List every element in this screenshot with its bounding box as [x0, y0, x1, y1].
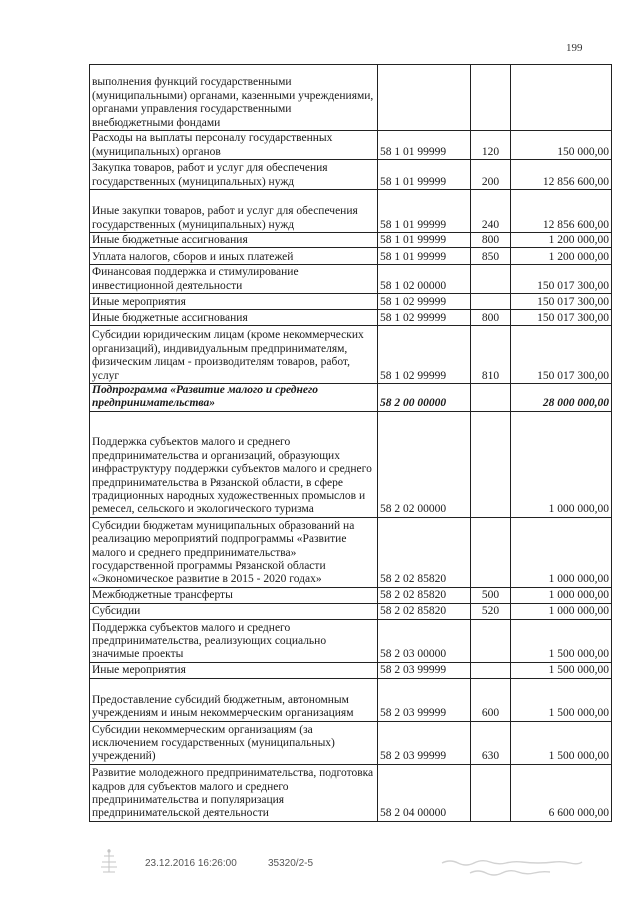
- table-row: [90, 764, 612, 821]
- table-row: [90, 233, 612, 248]
- row-expense-type-cell: [471, 265, 511, 294]
- table-row: [90, 411, 612, 517]
- footer-datetime: 23.12.2016 16:26:00: [145, 858, 237, 869]
- row-expense-type-cell: 630: [471, 721, 511, 764]
- row-code-cell: 58 2 03 99999: [378, 678, 471, 721]
- row-amount-cell: 150 017 300,00: [511, 310, 612, 326]
- row-code-cell: 58 2 03 99999: [378, 662, 471, 678]
- row-code-cell: 58 1 02 99999: [378, 310, 471, 326]
- row-code-cell: 58 1 02 99999: [378, 326, 471, 384]
- row-code-cell: 58 1 02 99999: [378, 294, 471, 310]
- row-name-cell: Иные мероприятия: [90, 294, 378, 310]
- row-expense-type-cell: 120: [471, 131, 511, 160]
- row-amount-cell: 150 017 300,00: [511, 326, 612, 384]
- row-amount-cell: 1 000 000,00: [511, 603, 612, 619]
- row-name-cell: Поддержка субъектов малого и среднего предпринимательства, реализующих социально значимые проекты: [90, 619, 378, 662]
- row-expense-type-cell: [471, 411, 511, 517]
- row-amount-cell: 6 600 000,00: [511, 764, 612, 821]
- row-amount-cell: 1 500 000,00: [511, 662, 612, 678]
- row-name-cell: Иные бюджетные ассигнования: [90, 310, 378, 326]
- table-row: [90, 248, 612, 265]
- row-expense-type-cell: 800: [471, 233, 511, 248]
- table-row: [90, 294, 612, 310]
- row-name-cell: Субсидии юридическим лицам (кроме некоммерческих организаций), индивидуальным предпринимателям, физическим лицам - производителям товаров, работ, услуг: [90, 326, 378, 384]
- table-row: [90, 721, 612, 764]
- row-expense-type-cell: [471, 764, 511, 821]
- footer-doc-id: 35320/2-5: [268, 858, 314, 869]
- stamp-icon: [94, 846, 124, 876]
- row-code-cell: 58 1 01 99999: [378, 190, 471, 233]
- row-expense-type-cell: [471, 517, 511, 587]
- row-amount-cell: 1 200 000,00: [511, 233, 612, 248]
- row-name-cell: Иные мероприятия: [90, 662, 378, 678]
- row-amount-cell: 1 500 000,00: [511, 678, 612, 721]
- row-code-cell: 58 2 00 00000: [378, 384, 471, 412]
- row-name-cell: Иные бюджетные ассигнования: [90, 233, 378, 248]
- row-amount-cell: 1 500 000,00: [511, 619, 612, 662]
- row-amount-cell: 150 000,00: [511, 131, 612, 160]
- row-amount-cell: 1 200 000,00: [511, 248, 612, 265]
- row-code-cell: 58 2 02 00000: [378, 411, 471, 517]
- row-code-cell: 58 2 04 00000: [378, 764, 471, 821]
- table-row: [90, 160, 612, 190]
- row-code-cell: 58 2 02 85820: [378, 587, 471, 603]
- row-expense-type-cell: 200: [471, 160, 511, 190]
- row-expense-type-cell: 850: [471, 248, 511, 265]
- row-name-cell: Субсидии: [90, 603, 378, 619]
- row-code-cell: 58 1 01 99999: [378, 131, 471, 160]
- table-row: [90, 190, 612, 233]
- row-expense-type-cell: 600: [471, 678, 511, 721]
- row-code-cell: 58 2 02 85820: [378, 517, 471, 587]
- row-expense-type-cell: 800: [471, 310, 511, 326]
- row-code-cell: 58 2 02 85820: [378, 603, 471, 619]
- row-code-cell: 58 1 02 00000: [378, 265, 471, 294]
- row-name-cell: Закупка товаров, работ и услуг для обеспечения государственных (муниципальных) нужд: [90, 160, 378, 190]
- row-amount-cell: 1 500 000,00: [511, 721, 612, 764]
- row-name-cell: Подпрограмма «Развитие малого и среднего предпринимательства»: [90, 384, 378, 412]
- row-name-cell: Уплата налогов, сборов и иных платежей: [90, 248, 378, 265]
- budget-table: [89, 64, 612, 822]
- row-code-cell: 58 2 03 00000: [378, 619, 471, 662]
- row-code-cell: 58 1 01 99999: [378, 248, 471, 265]
- signature-watermark: [440, 855, 585, 879]
- row-code-cell: 58 1 01 99999: [378, 233, 471, 248]
- row-name-cell: выполнения функций государственными (муниципальными) органами, казенными учреждениями, органами управления государственными внебюджетными фондами: [90, 65, 378, 131]
- row-amount-cell: 12 856 600,00: [511, 160, 612, 190]
- table-row: [90, 131, 612, 160]
- row-expense-type-cell: [471, 65, 511, 131]
- table-row: [90, 310, 612, 326]
- row-name-cell: Субсидии некоммерческим организациям (за исключением государственных (муниципальных) учреждений): [90, 721, 378, 764]
- row-amount-cell: 1 000 000,00: [511, 411, 612, 517]
- page-number: 199: [566, 42, 583, 54]
- row-amount-cell: 1 000 000,00: [511, 517, 612, 587]
- row-amount-cell: 150 017 300,00: [511, 294, 612, 310]
- row-name-cell: Поддержка субъектов малого и среднего предпринимательства и организаций, образующих инфраструктуру поддержки субъектов малого и среднего предпринимательства в Рязанской области, в сфере традиционных народных художественных промыслов и ремесел, сельского и экологического туризма: [90, 411, 378, 517]
- table-row: [90, 678, 612, 721]
- row-amount-cell: [511, 65, 612, 131]
- row-expense-type-cell: 520: [471, 603, 511, 619]
- row-name-cell: Предоставление субсидий бюджетным, автономным учреждениям и иным некоммерческим организациям: [90, 678, 378, 721]
- row-name-cell: Иные закупки товаров, работ и услуг для обеспечения государственных (муниципальных) нужд: [90, 190, 378, 233]
- row-expense-type-cell: [471, 384, 511, 412]
- table-row: [90, 384, 612, 412]
- table-row: [90, 517, 612, 587]
- table-row: [90, 662, 612, 678]
- row-expense-type-cell: [471, 619, 511, 662]
- row-code-cell: 58 2 03 99999: [378, 721, 471, 764]
- table-row: [90, 65, 612, 131]
- table-row: [90, 603, 612, 619]
- budget-table-body: [90, 65, 612, 822]
- row-name-cell: Межбюджетные трансферты: [90, 587, 378, 603]
- row-expense-type-cell: [471, 294, 511, 310]
- row-amount-cell: 28 000 000,00: [511, 384, 612, 412]
- row-expense-type-cell: [471, 662, 511, 678]
- row-amount-cell: 1 000 000,00: [511, 587, 612, 603]
- row-code-cell: 58 1 01 99999: [378, 160, 471, 190]
- row-amount-cell: 12 856 600,00: [511, 190, 612, 233]
- table-row: [90, 265, 612, 294]
- table-row: [90, 326, 612, 384]
- table-row: [90, 587, 612, 603]
- row-amount-cell: 150 017 300,00: [511, 265, 612, 294]
- table-row: [90, 619, 612, 662]
- row-name-cell: Субсидии бюджетам муниципальных образований на реализацию мероприятий подпрограммы «Развитие малого и среднего предпринимательства» государственной программы Рязанской области «Экономическое развитие в 2015 - 2020 годах»: [90, 517, 378, 587]
- row-expense-type-cell: 240: [471, 190, 511, 233]
- row-name-cell: Финансовая поддержка и стимулирование инвестиционной деятельности: [90, 265, 378, 294]
- row-name-cell: Расходы на выплаты персоналу государственных (муниципальных) органов: [90, 131, 378, 160]
- row-expense-type-cell: 500: [471, 587, 511, 603]
- row-code-cell: [378, 65, 471, 131]
- row-name-cell: Развитие молодежного предпринимательства, подготовка кадров для субъектов малого и среднего предпринимательства и популяризация предпринимательской деятельности: [90, 764, 378, 821]
- row-expense-type-cell: 810: [471, 326, 511, 384]
